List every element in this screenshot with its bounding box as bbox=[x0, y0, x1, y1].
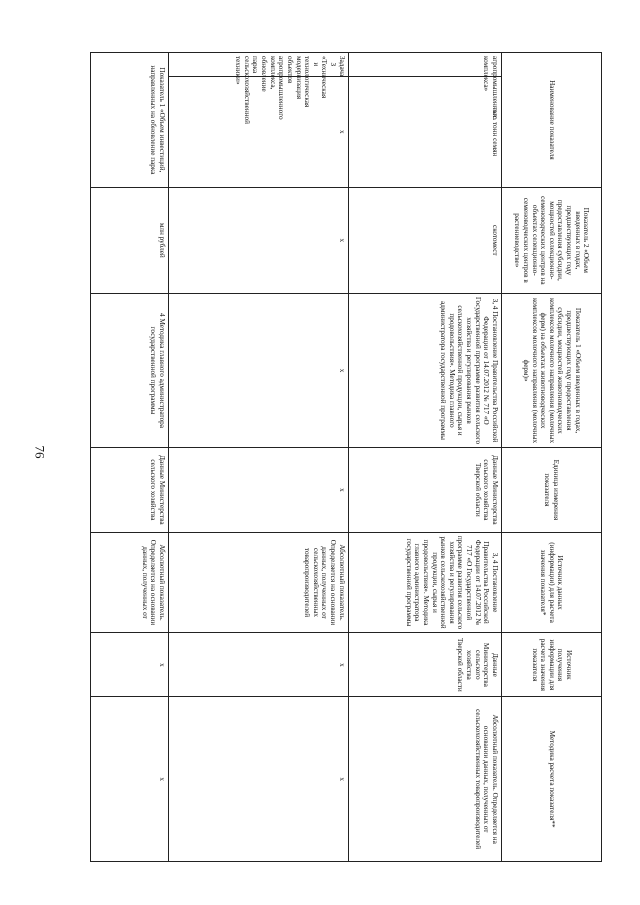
cell-row3-unit: х bbox=[169, 76, 349, 187]
cell-row3-source: х bbox=[169, 187, 349, 293]
cell-row1-method: Абсолютный показатель. Определяется на основании данных, полученных от сельскохозяйственных товаропроизводителей bbox=[348, 697, 501, 862]
table-row bbox=[169, 53, 349, 862]
cell-row4-method: Абсолютный показатель. Определяется на основании данных, полученных от bbox=[91, 532, 169, 633]
cell-row1-source: 3, 4 Постановление Правительства Российской Федерации от 14.07.2012 № 717 «О Государственной программе развития сельского хозяйства и регулирования рынков сельскохозяйственной продукции, сырья и продовольствия». Методика главного администратора государственной программы bbox=[348, 293, 501, 447]
cell-row1-unit: скотомест bbox=[348, 187, 501, 293]
cell-row2-method: Абсолютный показатель. Определяется на основании данных, полученных от сельскохозяйственных товаропроизводителей bbox=[169, 532, 349, 633]
table-header-row bbox=[502, 53, 602, 862]
header-method: Методика расчета показателя** bbox=[502, 697, 602, 862]
header-source: Источник данных (информации) для расчета значения показателя* bbox=[502, 532, 602, 633]
cell-row2-match: x bbox=[169, 697, 349, 862]
cell-row4-source: 4 Методика главного администратора государственной программы bbox=[91, 293, 169, 447]
cell-row2-source: 3, 4 Постановление Правительства Российской Федерации от 14.07.2012 № 717 «О Государственной программе развития сельского хозяйства и регулирования рынков сельскохозяйственной продукции, сырья и продовольствия». Методика главного администратора государственной программы bbox=[348, 532, 501, 633]
header-indicator-2: Показатель 2 «Объем введенных в годах, предшествующих году предоставления субсидии, мощностей селекционно-семеноводческих центров на объектах селекционно-семеноводческих центров в растениеводстве» bbox=[502, 187, 602, 293]
header-origin: Источник получения информации для расчета значения показателя bbox=[502, 633, 602, 697]
table-row bbox=[348, 53, 501, 862]
table-row bbox=[91, 53, 169, 862]
header-unit: Единица измерения показателя bbox=[502, 448, 602, 532]
cell-row1-match: x bbox=[169, 633, 349, 697]
cell-row3-origin: х bbox=[169, 293, 349, 447]
cell-row4-match: х bbox=[91, 697, 169, 862]
cell-row4-origin: Данные Министерства сельского хозяйства bbox=[91, 448, 169, 532]
header-name: Наименование показателя bbox=[502, 53, 602, 188]
rotated-table-container bbox=[90, 52, 602, 862]
cell-row2-unit: тыс. тонн семян bbox=[348, 76, 501, 187]
indicators-table bbox=[90, 52, 602, 862]
cell-row4-name: Показатель 1 «Объем инвестиций, направленных на обновление парка bbox=[91, 53, 169, 188]
cell-row3-name: Задача 3 «Техническая и технологическая модернизация объектов агропромышленного комплекса, обновление парка сельскохозяйственной техники» bbox=[169, 53, 349, 77]
cell-row3-method: х bbox=[169, 448, 349, 532]
page-number: 76 bbox=[32, 445, 48, 459]
cell-row1-origin: Данные Министерства сельского хозяйства Тверской области bbox=[348, 448, 501, 532]
cell-row0: агропромышленного комплекса» bbox=[348, 53, 501, 77]
cell-row4-unit: млн рублей bbox=[91, 187, 169, 293]
header-indicator-1: Показатель 1 «Объем введенных в годах, предшествующих году предоставления субсидии, мощностей животноводческих комплексов молочного направления (молочных ферм) на объектах животноводческих комплексов молочного направления (молочных ферм)» bbox=[502, 293, 602, 447]
cell-row3-match: х bbox=[91, 633, 169, 697]
cell-row2-origin: Данные Министерства сельского хозяйства Тверской области bbox=[348, 633, 501, 697]
